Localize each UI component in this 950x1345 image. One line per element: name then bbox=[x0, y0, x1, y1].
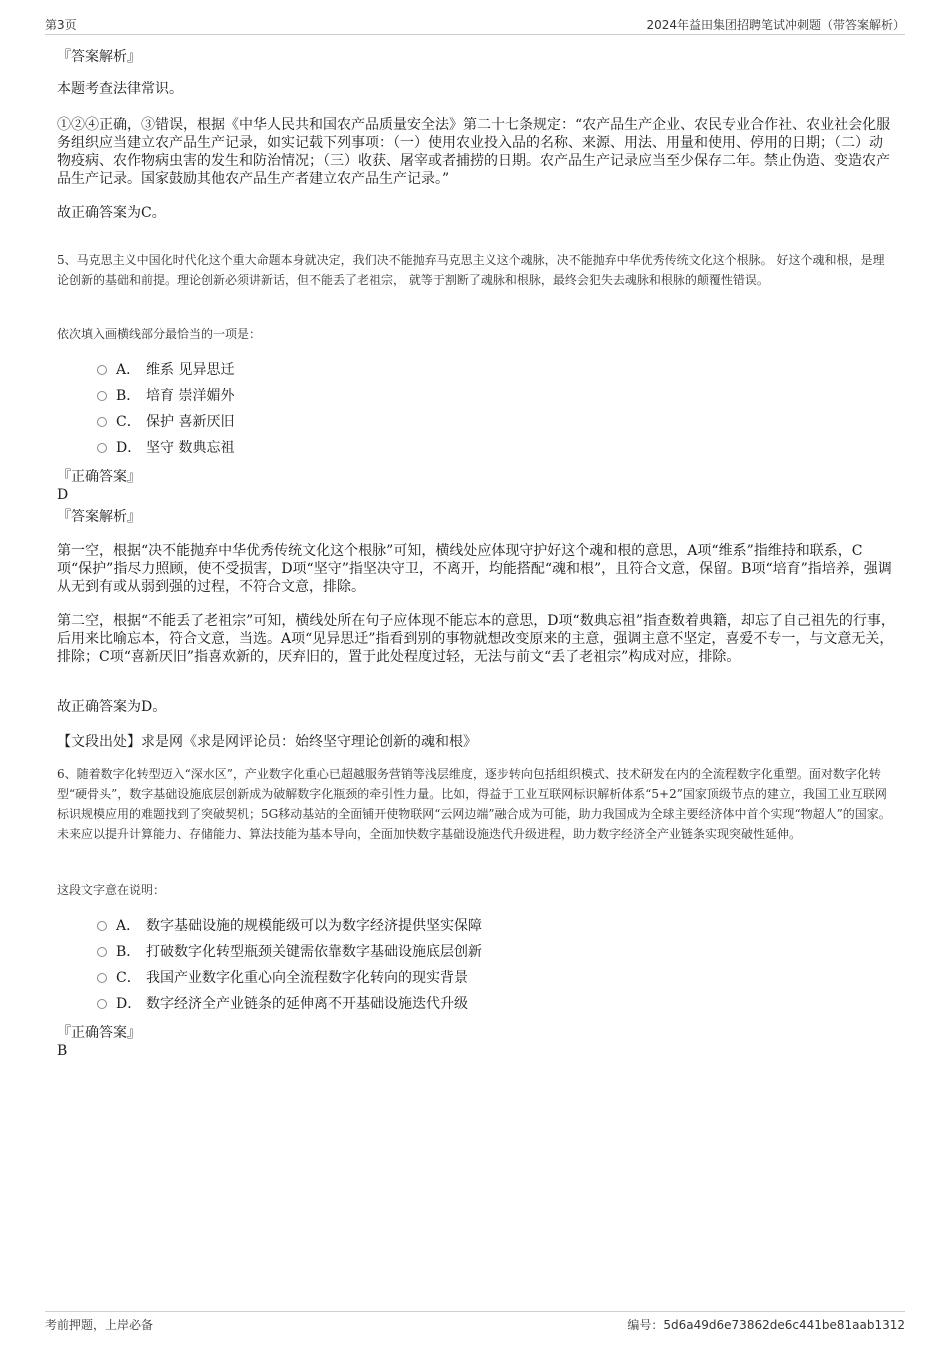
page-header bbox=[45, 12, 905, 35]
radio-icon[interactable] bbox=[97, 417, 107, 427]
q5-stem: 5、马克思主义中国化时代化这个重大命题本身就决定，我们决不能抛弃马克思主义这个魂脉，决不能抛弃中华优秀传统文化这个根脉。 好这个魂和根，是理论创新的基础和前提。理论创新必须讲新话，但不能丢了老祖宗， 就等于割断了魂脉和根脉，最终会犯失去魂脉和根脉的颠覆性错误。 bbox=[57, 253, 885, 287]
radio-icon[interactable] bbox=[97, 443, 107, 453]
q6-option-b[interactable] bbox=[97, 942, 482, 962]
option-letter: D． bbox=[116, 996, 142, 1012]
q6-answer-label: 『正确答案』 bbox=[57, 1025, 141, 1041]
radio-icon[interactable] bbox=[97, 391, 107, 401]
q5-option-d[interactable] bbox=[97, 438, 234, 458]
radio-icon[interactable] bbox=[97, 947, 107, 957]
q6-option-c[interactable] bbox=[97, 968, 468, 988]
q4-analysis-para2: ①②④正确，③错误，根据《中华人民共和国农产品质量安全法》第二十七条规定：“农产品生产企业、农民专业合作社、农业社会化服务组织应当建立农产品生产记录，如实记载下列事项：（一）使用农业投入品的名称、来源、用法、用量和使用、停用的日期；（二）动物疫病、农作物病虫害的发生和防治情况；（三）收获、屠宰或者捕捞的日期。农产品生产记录应当至少保存二年。禁止伪造、变造农产品生产记录。国家鼓励其他农产品生产者建立农产品生产记录。” bbox=[57, 117, 891, 187]
q6-option-a[interactable] bbox=[97, 916, 482, 936]
option-text: 保护 喜新厌旧 bbox=[146, 414, 235, 430]
option-letter: A． bbox=[116, 362, 141, 378]
option-letter: C． bbox=[116, 970, 141, 986]
option-letter: B． bbox=[116, 944, 141, 960]
q4-conclusion: 故正确答案为C。 bbox=[57, 205, 166, 221]
q6-answer: B bbox=[57, 1043, 68, 1059]
q6-option-d[interactable] bbox=[97, 994, 468, 1014]
q5-analysis-label: 『答案解析』 bbox=[57, 509, 141, 525]
q4-analysis-para1: 本题考查法律常识。 bbox=[57, 81, 183, 97]
option-letter: C． bbox=[116, 414, 141, 430]
q5-prompt: 依次填入画横线部分最恰当的一项是： bbox=[57, 327, 262, 341]
q6-prompt: 这段文字意在说明： bbox=[57, 883, 166, 897]
q4-analysis-label: 『答案解析』 bbox=[57, 49, 141, 65]
q5-option-a[interactable] bbox=[97, 360, 234, 380]
option-text: 我国产业数字化重心向全流程数字化转向的现实背景 bbox=[146, 970, 468, 986]
footer-slogan: 考前押题，上岸必备 bbox=[45, 1318, 154, 1332]
option-letter: A． bbox=[116, 918, 141, 934]
q5-analysis-para1: 第一空，根据“决不能抛弃中华优秀传统文化这个根脉”可知，横线处应体现守护好这个魂和根的意思，A项“维系”指维持和联系，C项“保护”指尽力照顾，使不受损害，D项“坚守”指坚决守卫，不离开，均能搭配“魂和根”，且符合文意，保留。B项“培育”指培养，强调从无到有或从弱到强的过程，不符合文意，排除。 bbox=[57, 543, 892, 595]
radio-icon[interactable] bbox=[97, 973, 107, 983]
option-text: 打破数字化转型瓶颈关键需依靠数字基础设施底层创新 bbox=[146, 944, 482, 960]
option-text: 坚守 数典忘祖 bbox=[146, 440, 235, 456]
q5-conclusion: 故正确答案为D。 bbox=[57, 699, 167, 715]
q5-option-b[interactable] bbox=[97, 386, 234, 406]
page-number: 第3页 bbox=[45, 18, 77, 32]
radio-icon[interactable] bbox=[97, 999, 107, 1009]
page-footer bbox=[45, 1311, 905, 1336]
q5-answer: D bbox=[57, 487, 69, 503]
option-letter: D． bbox=[116, 440, 142, 456]
q5-option-c[interactable] bbox=[97, 412, 234, 432]
option-text: 数字基础设施的规模能级可以为数字经济提供坚实保障 bbox=[146, 918, 482, 934]
document-title: 2024年益田集团招聘笔试冲刺题（带答案解析） bbox=[646, 18, 905, 32]
radio-icon[interactable] bbox=[97, 921, 107, 931]
option-text: 数字经济全产业链条的延伸离不开基础设施迭代升级 bbox=[146, 996, 468, 1012]
radio-icon[interactable] bbox=[97, 365, 107, 375]
q5-source: 【文段出处】求是网《求是网评论员：始终坚守理论创新的魂和根》 bbox=[57, 734, 477, 750]
q5-analysis-para2: 第二空，根据“不能丢了老祖宗”可知，横线处所在句子应体现不能忘本的意思，D项“数典忘祖”指查数着典籍，却忘了自己祖先的行事，后用来比喻忘本，符合文意，当选。A项“见异思迁”指看到别的事物就想改变原来的主意，强调主意不坚定，喜爱不专一，与文意无关，排除；C项“喜新厌旧”指喜欢新的，厌弃旧的，置于此处程度过轻，无法与前文“丢了老祖宗”构成对应，排除。 bbox=[57, 613, 895, 665]
q6-stem: 6、随着数字化转型迈入“深水区”，产业数字化重心已超越服务营销等浅层维度，逐步转向包括组织模式、技术研发在内的全流程数字化重塑。面对数字化转型“硬骨头”，数字基础设施底层创新成为破解数字化瓶颈的牵引性力量。比如，得益于工业互联网标识解析体系“5+2”国家顶级节点的建立，我国工业互联网标识规模应用的难题找到了突破契机；5G移动基站的全面铺开使物联网“云网边端”融合成为可能，助力我国成为全球主要经济体中首个实现“物超人”的国家。未来应以提升计算能力、存储能力、算法技能为基本导向，全面加快数字基础设施迭代升级进程，助力数字经济全产业链条实现突破性延伸。 bbox=[57, 767, 891, 841]
document-id: 编号：5d6a49d6e73862de6c441be81aab1312 bbox=[627, 1318, 905, 1332]
q5-answer-label: 『正确答案』 bbox=[57, 469, 141, 485]
option-text: 维系 见异思迁 bbox=[146, 362, 235, 378]
option-text: 培育 崇洋媚外 bbox=[146, 388, 235, 404]
option-letter: B． bbox=[116, 388, 141, 404]
